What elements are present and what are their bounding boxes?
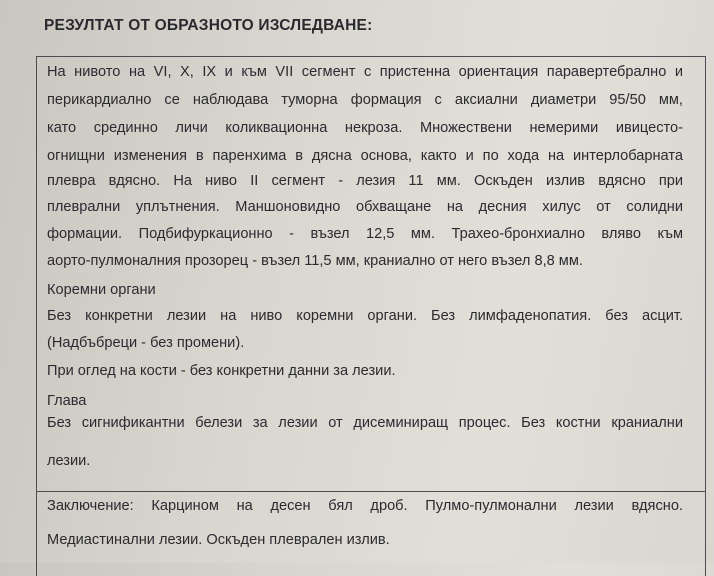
findings-line-10: Без конкретни лезии на ниво коремни органи. Без лимфаденопатия. без асцит. [47,308,683,324]
findings-line-7: формации. Подбифуркационно - възел 12,5 мм. Трахео-бронхиално вляво към [47,226,683,242]
findings-line-5: плевра вдясно. На ниво II сегмент - лезия 11 мм. Оскъден излив вдясно при [47,173,683,189]
findings-line-11: (Надбъбреци - без промени). [47,335,245,351]
findings-line-1: На нивото на VI, X, IX и към VII сегмент с пристенна ориентация паравертебрално и [47,64,683,80]
conclusion-line-2: Медиастинални лезии. Оскъден плеврален излив. [47,532,390,548]
findings-line-3: като срединно личи коликвационна некроза. Множествени немерими ивицесто- [47,120,683,136]
findings-line-6: плеврални уплътнения. Маншоновидно обхващане на десния хилус от солидни [47,199,683,215]
conclusion-line-1: Заключение: Карцином на десен бял дроб. Пулмо-пулмонални лезии вдясно. [47,498,683,514]
findings-line-14: Без сигнификантни белези за лезии от дисеминиращ процес. Без костни краниални [47,415,683,431]
findings-line-15: лезии. [47,453,91,469]
section-heading-head: Глава [47,393,87,409]
conclusion-divider [36,491,706,492]
findings-line-8: аорто-пулмоналния прозорец - възел 11,5 мм, краниално от него възел 8,8 мм. [47,253,583,269]
section-heading-abdomen: Коремни органи [47,282,156,298]
findings-line-12: При оглед на кости - без конкретни данни за лезии. [47,363,396,379]
findings-line-4: огнищни изменения в паренхима в дясна основа, както и по хода на интерлобарната [47,148,683,164]
findings-line-2: перикардиално се наблюдава туморна формация с аксиални диаметри 95/50 мм, [47,92,683,108]
document-title: РЕЗУЛТАТ ОТ ОБРАЗНОТО ИЗСЛЕДВАНЕ: [44,17,373,34]
